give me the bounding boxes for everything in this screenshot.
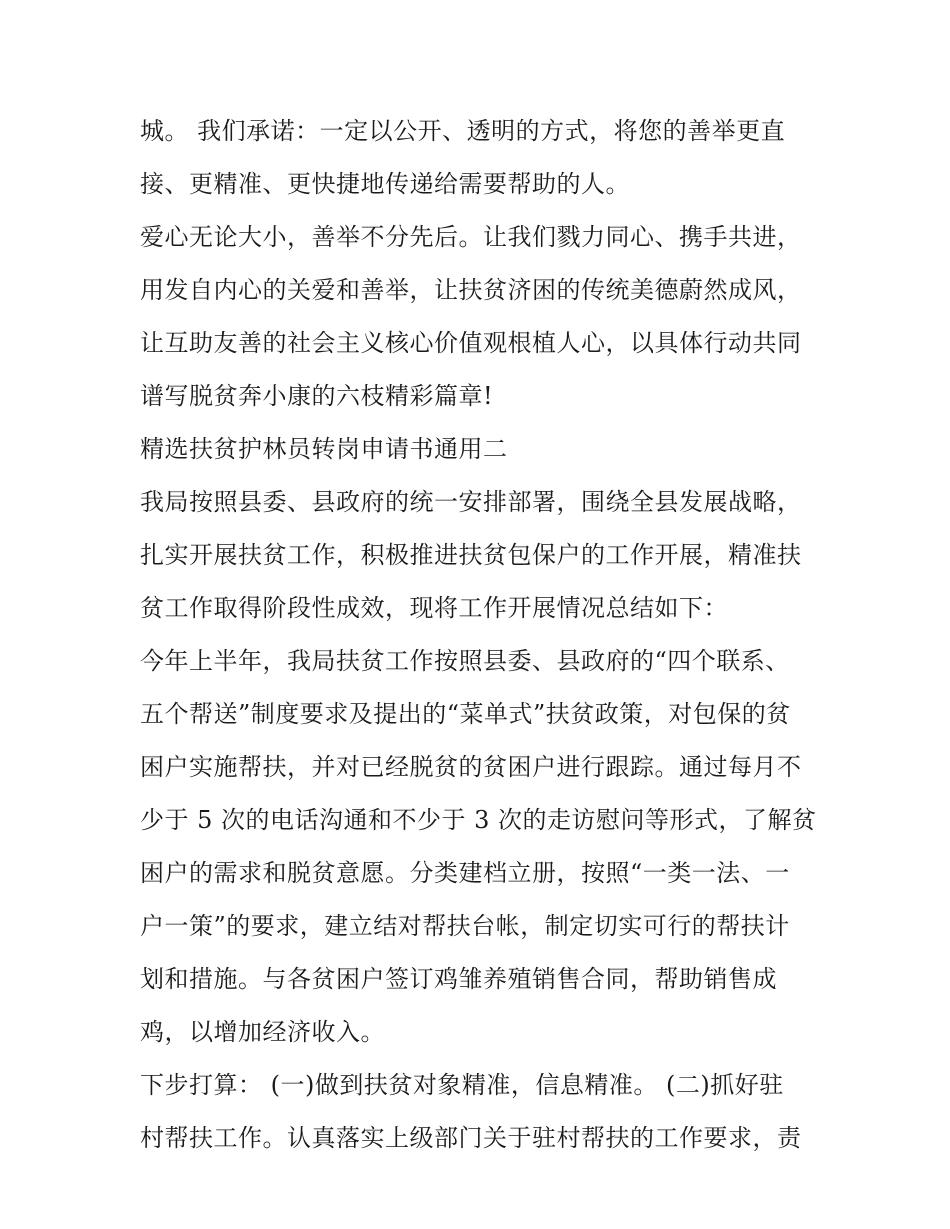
text-line-11: 今年上半年，我局扶贫工作按照县委、县政府的“四个联系、 [140,647,790,675]
text-line-20: 村帮扶工作。认真落实上级部门关于驻村帮扶的工作要求，责 [140,1124,802,1152]
text-line-4: 用发自内心的关爱和善举，让扶贫济困的传统美德蔚然成风， [140,276,802,304]
document-body [140,105,820,1165]
text-line-19: 下步打算： (一)做到扶贫对象精准，信息精准。 (二)抓好驻 [140,1071,784,1099]
text-line-18: 鸡，以增加经济收入。 [140,1018,385,1046]
text-line-1: 城。 我们承诺：一定以公开、透明的方式，将您的善举更直 [140,117,786,145]
text-line-17: 划和措施。与各贫困户签订鸡雏养殖销售合同，帮助销售成 [140,965,777,993]
text-line-16: 户一策”的要求，建立结对帮扶台帐，制定切实可行的帮扶计 [140,912,790,940]
text-line-8: 我局按照县委、县政府的统一安排部署，围绕全县发展战略， [140,488,802,516]
text-line-13: 困户实施帮扶，并对已经脱贫的贫困户进行跟踪。通过每月不 [140,753,802,781]
text-line-15: 困户的需求和脱贫意愿。分类建档立册，按照“一类一法、一 [140,859,790,887]
text-line-10: 贫工作取得阶段性成效，现将工作开展情况总结如下： [140,594,728,622]
text-line-5: 让互助友善的社会主义核心价值观根植人心，以具体行动共同 [140,329,802,357]
text-line-2: 接、更精准、更快捷地传递给需要帮助的人。 [140,170,630,198]
text-line-12: 五个帮送”制度要求及提出的“菜单式”扶贫政策，对包保的贫 [140,700,791,728]
section-heading: 精选扶贫护林员转岗申请书通用二 [140,435,508,463]
text-line-14: 少于 5 次的电话沟通和不少于 3 次的走访慰问等形式，了解贫 [140,806,817,834]
text-line-6: 谱写脱贫奔小康的六枝精彩篇章! [140,382,494,410]
text-line-3: 爱心无论大小，善举不分先后。让我们戮力同心、携手共进， [140,223,802,251]
text-line-9: 扎实开展扶贫工作，积极推进扶贫包保户的工作开展，精准扶 [140,541,802,569]
